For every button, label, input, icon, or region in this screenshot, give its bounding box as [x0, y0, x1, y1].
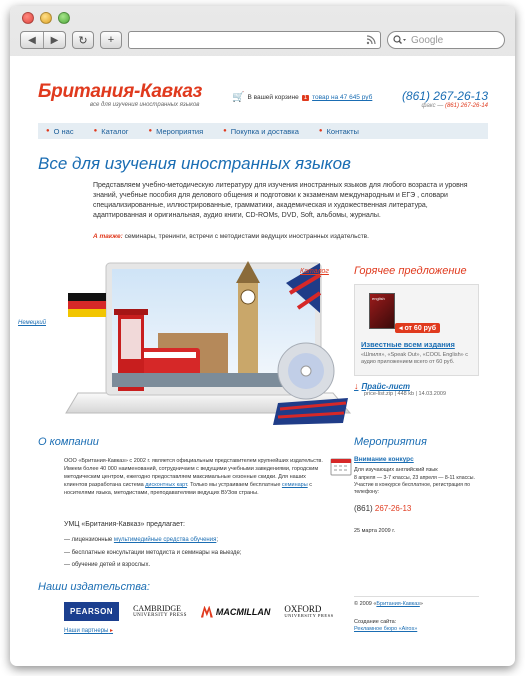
cart-icon[interactable]: 🛒	[232, 92, 245, 103]
price-list-label: Прайс-лист	[361, 381, 411, 391]
contest-subtitle: Для изучающих английский язык	[354, 467, 438, 473]
browser-window	[10, 6, 515, 666]
company-text-2: . Только мы устраиваем бесплатные	[187, 481, 282, 488]
calendar-icon	[330, 456, 352, 476]
made-by-label: Создание сайта:	[354, 618, 397, 625]
german-link[interactable]: Немецкий	[18, 320, 46, 326]
reload-icon: ↻	[78, 34, 88, 47]
seminars-link[interactable]: семинары	[281, 481, 308, 488]
macmillan-name: MACMILLAN	[215, 606, 271, 617]
oxford-sub: UNIVERSITY PRESS	[284, 612, 334, 618]
menu-item-catalog[interactable]	[86, 127, 141, 136]
partners-link[interactable]	[64, 627, 113, 634]
copyright-link[interactable]: Британия-Кавказ	[376, 601, 420, 607]
book-cover-label: english	[372, 296, 385, 301]
also-label: А также:	[93, 233, 123, 240]
minimize-window-button[interactable]	[40, 12, 52, 24]
contest-phone-number: 267-26-13	[372, 504, 412, 513]
browser-titlebar	[10, 6, 515, 56]
hot-offer-title: Горячее предложение	[354, 265, 467, 277]
contest-date: 25 марта 2009 г.	[354, 528, 396, 534]
umc-item-consult: — бесплатные консультации методиста и семинары на выезде;	[64, 549, 242, 556]
umc-list	[64, 534, 242, 572]
reload-button[interactable]	[72, 31, 94, 49]
menu-item-events[interactable]	[141, 127, 216, 136]
contest-link[interactable]: Внимание конкурс	[354, 456, 414, 463]
macmillan-logo[interactable]	[201, 606, 271, 618]
umc-suffix: ;	[216, 537, 219, 543]
hot-offer-card[interactable]	[354, 284, 479, 376]
phone-number: (861) 267-26-13	[401, 89, 488, 103]
company-text-3: с носителями языка, методистами, преподавателями ведущих ВУЗов страны.	[64, 481, 312, 496]
copyright-suffix: »	[419, 601, 423, 607]
umc-item-teaching: — обучение детей и взрослых.	[64, 562, 151, 569]
close-window-button[interactable]	[22, 12, 34, 24]
book-cover-image[interactable]	[369, 293, 395, 329]
contest-phone-code: (861)	[354, 504, 373, 513]
cambridge-sub: UNIVERSITY PRESS	[133, 613, 187, 618]
browser-toolbar	[20, 30, 505, 50]
cart-count-badge: 1	[303, 94, 308, 101]
zoom-window-button[interactable]	[58, 12, 70, 24]
company-text-1: ООО «Британия-Кавказ» с 2002 г. является официальным представителем крупнейших издательств. Имеем более 40 000 наименований, сотрудничаем с ведущими учебными заведениями, городским методическим центром, ежегодно предоставляем максимальные сезонные скидки. Для наших клиентов разработана система	[64, 458, 323, 488]
address-bar[interactable]	[128, 31, 381, 49]
price-badge: ◂ от 60 руб	[395, 323, 440, 333]
footer-divider	[354, 596, 479, 597]
discount-cards-link[interactable]: дисконтных карт	[145, 481, 188, 488]
fax-label: факс —	[421, 103, 444, 109]
intro-text: Представляем учебно-методическую литературу для изучения иностранных языков для любого возраста и уровня знаний, учебные пособия для делового общения и подготовки к экзаменам международным и ЕГЭ , словари специализированные, иллюстрированные, грамматики, академическая и художественная литература, адаптированная и оригинальная, аудио книги, CD-ROMs, DVD, Soft, альбомы, журналы.	[93, 182, 468, 220]
catalog-link[interactable]: Каталог	[300, 268, 329, 275]
publishers-logos	[64, 602, 334, 621]
macmillan-mark-icon	[201, 606, 213, 618]
plus-icon: +	[107, 34, 115, 46]
contest-details: 8 апреля — 3-7 классы, 23 апреля — 8-11 классы. Участие в конкурсе бесплатное, регистрация по телефону:	[354, 475, 475, 496]
umc-item-multimedia	[64, 534, 242, 547]
bullet-icon: ●	[223, 128, 227, 134]
page-viewport	[10, 56, 515, 666]
also-text	[93, 233, 369, 240]
price-list	[354, 381, 446, 397]
back-icon: ◀	[28, 34, 36, 46]
page-title: Все для изучения иностранных языков	[38, 154, 351, 173]
logo-tagline: все для изучения иностранных языков	[90, 102, 200, 108]
fax-value: (861) 267-26-14	[444, 103, 488, 109]
add-bookmark-button[interactable]	[100, 31, 122, 49]
menu-item-label: Покупка и доставка	[230, 126, 299, 136]
footer	[354, 601, 423, 634]
bullet-icon: ●	[93, 128, 98, 134]
forward-button[interactable]	[43, 32, 65, 48]
price-list-meta: price-list.zip | 448 kb | 14.03.2009	[364, 391, 447, 397]
download-arrow-icon: ↓	[354, 381, 359, 391]
bullet-icon: ●	[46, 128, 50, 134]
partners-label: Наши партнеры	[64, 628, 109, 634]
fax-number	[402, 103, 488, 109]
umc-prefix: — лицензионные	[64, 537, 114, 543]
rss-icon[interactable]	[366, 35, 376, 45]
oxford-name: OXFORD	[284, 603, 322, 614]
copyright-prefix: © 2009 «	[354, 601, 377, 607]
hot-offer-desc: «Шпиля», «Speak Out», «COOL English» с аудио приложением всего от 60 руб.	[361, 352, 468, 366]
search-field[interactable]	[387, 31, 505, 49]
company-text	[64, 458, 324, 498]
bullet-icon: ●	[318, 128, 323, 134]
price-list-link[interactable]	[354, 381, 446, 391]
back-button[interactable]	[21, 32, 43, 48]
multimedia-link[interactable]: мультимедийные средства обучения	[113, 537, 217, 543]
umc-heading: УМЦ «Британия-Кавказ» предлагает:	[64, 521, 185, 528]
events-title: Мероприятия	[354, 436, 427, 448]
menu-item-label: Контакты	[326, 126, 359, 136]
made-by-link[interactable]: Рекламное бюро «Airos»	[354, 626, 418, 633]
menu-item-label: Каталог	[101, 126, 129, 136]
nav-buttons	[20, 31, 66, 49]
menu-item-label: О нас	[53, 126, 74, 136]
menu-item-purchase[interactable]	[215, 127, 311, 136]
contest-phone	[354, 504, 411, 513]
menu-item-about[interactable]	[38, 127, 86, 136]
hero-illustration	[58, 253, 353, 428]
main-menu	[38, 123, 488, 139]
cart-summary	[232, 92, 372, 103]
logo-text: Британия-Кавказ	[38, 81, 203, 102]
menu-item-label: Мероприятия	[156, 126, 204, 136]
pearson-logo[interactable]: PEARSON	[64, 602, 119, 621]
window-controls	[22, 12, 70, 24]
publishers-title: Наши издательства:	[38, 581, 150, 593]
menu-item-contacts[interactable]	[311, 127, 371, 136]
company-title: О компании	[38, 436, 99, 448]
header-phone	[402, 89, 488, 109]
copyright	[354, 601, 423, 609]
oxford-logo[interactable]	[284, 605, 333, 619]
cambridge-name: CAMBRIDGE	[133, 604, 182, 613]
hot-offer-link[interactable]: Известные всем издания	[361, 340, 455, 349]
made-by	[354, 619, 423, 634]
also-body: семинары, тренинги, встречи с методистами ведущих иностранных издательств.	[122, 233, 369, 240]
cambridge-logo[interactable]	[133, 605, 187, 618]
cart-link[interactable]: товар на 47 645 руб	[312, 94, 373, 101]
search-placeholder: Google	[411, 34, 444, 46]
partners-arrow-icon: ▸	[110, 628, 114, 634]
bullet-icon: ●	[148, 128, 153, 134]
forward-icon: ▶	[50, 34, 59, 46]
search-icon	[393, 35, 407, 45]
cart-label: В вашей корзине	[247, 94, 299, 101]
site-logo[interactable]	[38, 81, 202, 108]
